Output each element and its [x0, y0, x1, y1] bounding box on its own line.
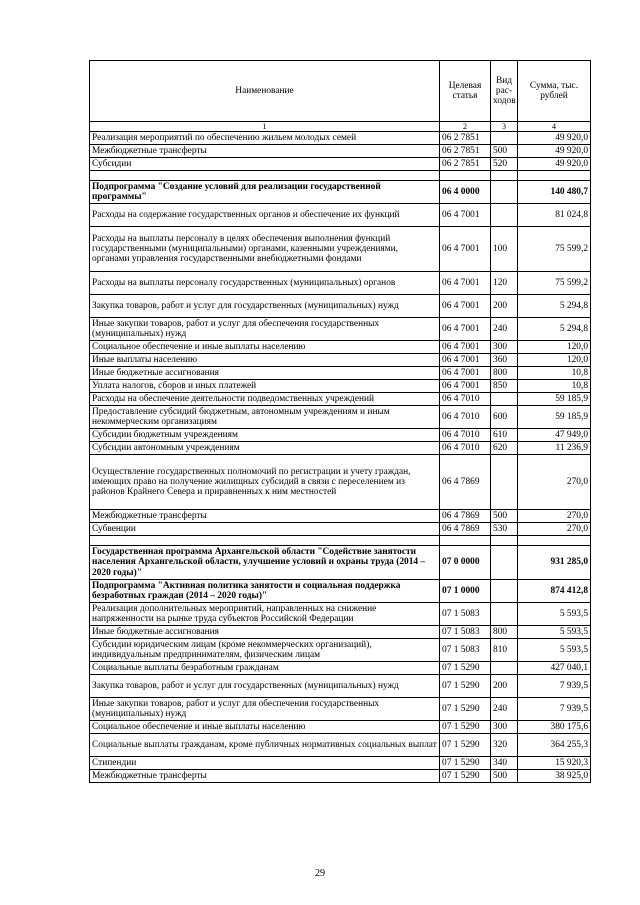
row-sum: 270,0 [518, 455, 591, 510]
row-target-article: 06 4 7010 [440, 442, 491, 455]
row-name: Уплата налогов, сборов и иных платежей [90, 380, 440, 393]
row-target-article: 07 1 5290 [440, 675, 491, 698]
row-expense-type: 200 [491, 295, 518, 318]
table-row [90, 721, 591, 734]
row-expense-type: 600 [491, 406, 518, 429]
row-name: Расходы на обеспечение деятельности подведомственных учреждений [90, 393, 440, 406]
row-target-article: 06 4 7010 [440, 393, 491, 406]
table-row [90, 354, 591, 367]
row-sum: 15 920,3 [518, 757, 591, 770]
row-sum: 120,0 [518, 341, 591, 354]
table-body [90, 132, 591, 783]
row-name: Социальное обеспечение и иные выплаты населению [90, 341, 440, 354]
table-row [90, 318, 591, 341]
row-expense-type: 810 [491, 639, 518, 662]
row-name: Предоставление субсидий бюджетным, автономным учреждениям и иным некоммерческим организациям [90, 406, 440, 429]
table-row [90, 580, 591, 603]
header-expense-type: Вид рас-ходов [491, 61, 518, 122]
table-row [90, 227, 591, 272]
row-expense-type [491, 603, 518, 626]
row-target-article: 07 1 5083 [440, 626, 491, 639]
row-expense-type: 300 [491, 721, 518, 734]
table-row [90, 734, 591, 757]
table-row [90, 455, 591, 510]
row-sum: 931 285,0 [518, 546, 591, 580]
table-row [90, 406, 591, 429]
row-name: Субсидии бюджетным учреждениям [90, 429, 440, 442]
row-expense-type: 800 [491, 367, 518, 380]
row-sum: 5 294,8 [518, 295, 591, 318]
row-sum: 120,0 [518, 354, 591, 367]
row-sum: 81 024,8 [518, 204, 591, 227]
row-sum: 75 599,2 [518, 227, 591, 272]
row-name: Подпрограмма "Создание условий для реализации государственной программы" [90, 181, 440, 204]
row-expense-type: 620 [491, 442, 518, 455]
table-row [90, 510, 591, 523]
row-name: Субвенции [90, 523, 440, 536]
row-target-article: 06 4 0000 [440, 181, 491, 204]
row-expense-type: 520 [491, 158, 518, 171]
row-name: Субсидии автономным учреждениям [90, 442, 440, 455]
row-expense-type [491, 393, 518, 406]
table-row [90, 662, 591, 675]
row-sum: 59 185,9 [518, 393, 591, 406]
row-expense-type: 200 [491, 675, 518, 698]
row-target-article: 07 1 0000 [440, 580, 491, 603]
row-sum: 7 939,5 [518, 675, 591, 698]
row-target-article: 06 4 7869 [440, 510, 491, 523]
table-row [90, 626, 591, 639]
table-row [90, 393, 591, 406]
table-row [90, 603, 591, 626]
row-target-article: 06 4 7001 [440, 367, 491, 380]
table-row [90, 546, 591, 580]
row-expense-type: 800 [491, 626, 518, 639]
table-row [90, 181, 591, 204]
column-number: 3 [491, 122, 518, 132]
table-row [90, 367, 591, 380]
row-target-article: 06 2 7851 [440, 132, 491, 145]
page-number: 29 [315, 868, 325, 879]
row-target-article: 06 4 7001 [440, 227, 491, 272]
row-target-article: 07 1 5083 [440, 603, 491, 626]
row-sum: 5 294,8 [518, 318, 591, 341]
header-sum: Сумма, тыс. рублей [518, 61, 591, 122]
row-name: Иные бюджетные ассигнования [90, 626, 440, 639]
row-sum: 11 236,9 [518, 442, 591, 455]
row-name [90, 536, 440, 546]
row-name: Социальные выплаты гражданам, кроме публичных нормативных социальных выплат [90, 734, 440, 757]
row-name: Стипендии [90, 757, 440, 770]
budget-table [89, 60, 591, 783]
row-expense-type [491, 455, 518, 510]
table-row [90, 770, 591, 783]
row-name: Закупка товаров, работ и услуг для государственных (муниципальных) нужд [90, 295, 440, 318]
row-expense-type: 500 [491, 510, 518, 523]
row-expense-type: 500 [491, 145, 518, 158]
row-target-article: 07 1 5290 [440, 770, 491, 783]
row-expense-type: 240 [491, 698, 518, 721]
row-target-article: 07 0 0000 [440, 546, 491, 580]
row-name: Субсидии [90, 158, 440, 171]
row-expense-type: 300 [491, 341, 518, 354]
row-name: Подпрограмма "Активная политика занятости и социальная поддержка безработных граждан (2014 – 2020 годы)" [90, 580, 440, 603]
row-name: Межбюджетные трансферты [90, 145, 440, 158]
row-target-article: 07 1 5083 [440, 639, 491, 662]
table-row [90, 132, 591, 145]
row-target-article: 06 4 7001 [440, 341, 491, 354]
row-name: Иные выплаты населению [90, 354, 440, 367]
table-row [90, 675, 591, 698]
row-sum: 49 920,0 [518, 145, 591, 158]
row-target-article: 06 2 7851 [440, 145, 491, 158]
row-name: Реализация дополнительных мероприятий, направленных на снижение напряженности на рынке труда субъектов Российской Федерации [90, 603, 440, 626]
row-name: Расходы на содержание государственных органов и обеспечение их функций [90, 204, 440, 227]
row-name: Государственная программа Архангельской области "Содействие занятости населения Архангельской области, улучшение условий и охраны труда (2014 – 2020 годы)" [90, 546, 440, 580]
row-name: Межбюджетные трансферты [90, 510, 440, 523]
row-expense-type: 530 [491, 523, 518, 536]
row-expense-type: 850 [491, 380, 518, 393]
row-name: Иные закупки товаров, работ и услуг для обеспечения государственных (муниципальных) нужд [90, 698, 440, 721]
row-expense-type [491, 204, 518, 227]
row-target-article: 06 4 7869 [440, 455, 491, 510]
row-sum: 5 593,5 [518, 639, 591, 662]
row-expense-type [491, 580, 518, 603]
row-expense-type: 500 [491, 770, 518, 783]
row-sum: 5 593,5 [518, 626, 591, 639]
row-target-article: 07 1 5290 [440, 757, 491, 770]
row-expense-type: 610 [491, 429, 518, 442]
row-target-article: 06 4 7869 [440, 523, 491, 536]
row-sum: 10,8 [518, 380, 591, 393]
table-row [90, 429, 591, 442]
row-target-article: 06 4 7001 [440, 318, 491, 341]
table-row [90, 272, 591, 295]
row-sum: 38 925,0 [518, 770, 591, 783]
spacer-row [90, 171, 591, 181]
row-expense-type: 120 [491, 272, 518, 295]
table-row [90, 639, 591, 662]
row-expense-type [491, 181, 518, 204]
row-name: Закупка товаров, работ и услуг для государственных (муниципальных) нужд [90, 675, 440, 698]
row-sum: 49 920,0 [518, 158, 591, 171]
row-expense-type [491, 536, 518, 546]
table-row [90, 341, 591, 354]
spacer-row [90, 536, 591, 546]
row-name: Реализация мероприятий по обеспечению жильем молодых семей [90, 132, 440, 145]
row-name: Иные бюджетные ассигнования [90, 367, 440, 380]
table-row [90, 698, 591, 721]
row-name: Расходы на выплаты персоналу государственных (муниципальных) органов [90, 272, 440, 295]
column-number: 4 [518, 122, 591, 132]
table-row [90, 523, 591, 536]
row-target-article [440, 536, 491, 546]
row-name: Осуществление государственных полномочий по регистрации и учету граждан, имеющих право на получение жилищных субсидий в связи с переселением из районов Крайнего Севера и приравненных к ним местностей [90, 455, 440, 510]
row-sum: 140 480,7 [518, 181, 591, 204]
row-expense-type: 320 [491, 734, 518, 757]
column-number: 1 [90, 122, 440, 132]
row-sum: 364 255,3 [518, 734, 591, 757]
row-sum: 49 920,0 [518, 132, 591, 145]
table-row [90, 145, 591, 158]
table-row [90, 158, 591, 171]
row-target-article: 06 4 7001 [440, 380, 491, 393]
row-target-article: 06 4 7001 [440, 354, 491, 367]
row-expense-type: 240 [491, 318, 518, 341]
row-sum [518, 171, 591, 181]
row-name: Субсидии юридическим лицам (кроме некоммерческих организаций), индивидуальным предпринимателям, физическим лицам [90, 639, 440, 662]
row-name: Расходы на выплаты персоналу в целях обеспечения выполнения функций государственными (муниципальными) органами, казенными учреждениями, органами управления государственными внебюджетными фондами [90, 227, 440, 272]
row-expense-type: 360 [491, 354, 518, 367]
row-sum: 270,0 [518, 523, 591, 536]
row-target-article: 07 1 5290 [440, 734, 491, 757]
row-sum: 47 949,0 [518, 429, 591, 442]
header-name: Наименование [90, 61, 440, 122]
row-target-article: 06 4 7010 [440, 429, 491, 442]
row-target-article: 07 1 5290 [440, 662, 491, 675]
row-name: Иные закупки товаров, работ и услуг для обеспечения государственных (муниципальных) нужд [90, 318, 440, 341]
row-expense-type [491, 171, 518, 181]
row-sum: 427 040,1 [518, 662, 591, 675]
table-row [90, 757, 591, 770]
row-target-article [440, 171, 491, 181]
table-row [90, 204, 591, 227]
row-target-article: 06 4 7001 [440, 204, 491, 227]
table-row [90, 442, 591, 455]
row-target-article: 06 4 7010 [440, 406, 491, 429]
table-row [90, 380, 591, 393]
row-target-article: 06 2 7851 [440, 158, 491, 171]
row-sum: 59 185,9 [518, 406, 591, 429]
row-sum: 75 599,2 [518, 272, 591, 295]
row-expense-type [491, 132, 518, 145]
row-sum: 7 939,5 [518, 698, 591, 721]
row-sum: 270,0 [518, 510, 591, 523]
row-name: Социальное обеспечение и иные выплаты населению [90, 721, 440, 734]
row-expense-type [491, 662, 518, 675]
row-target-article: 06 4 7001 [440, 295, 491, 318]
table-header-row [90, 61, 591, 122]
row-target-article: 07 1 5290 [440, 721, 491, 734]
header-target-article: Целевая статья [440, 61, 491, 122]
row-name: Социальные выплаты безработным гражданам [90, 662, 440, 675]
row-name [90, 171, 440, 181]
row-name: Межбюджетные трансферты [90, 770, 440, 783]
row-sum: 5 593,5 [518, 603, 591, 626]
row-target-article: 06 4 7001 [440, 272, 491, 295]
row-sum: 380 175,6 [518, 721, 591, 734]
row-sum [518, 536, 591, 546]
table-row [90, 295, 591, 318]
column-number: 2 [440, 122, 491, 132]
row-sum: 874 412,8 [518, 580, 591, 603]
row-expense-type [491, 546, 518, 580]
table-column-numbers-row [90, 122, 591, 132]
row-expense-type: 340 [491, 757, 518, 770]
row-target-article: 07 1 5290 [440, 698, 491, 721]
row-expense-type: 100 [491, 227, 518, 272]
row-sum: 10,8 [518, 367, 591, 380]
